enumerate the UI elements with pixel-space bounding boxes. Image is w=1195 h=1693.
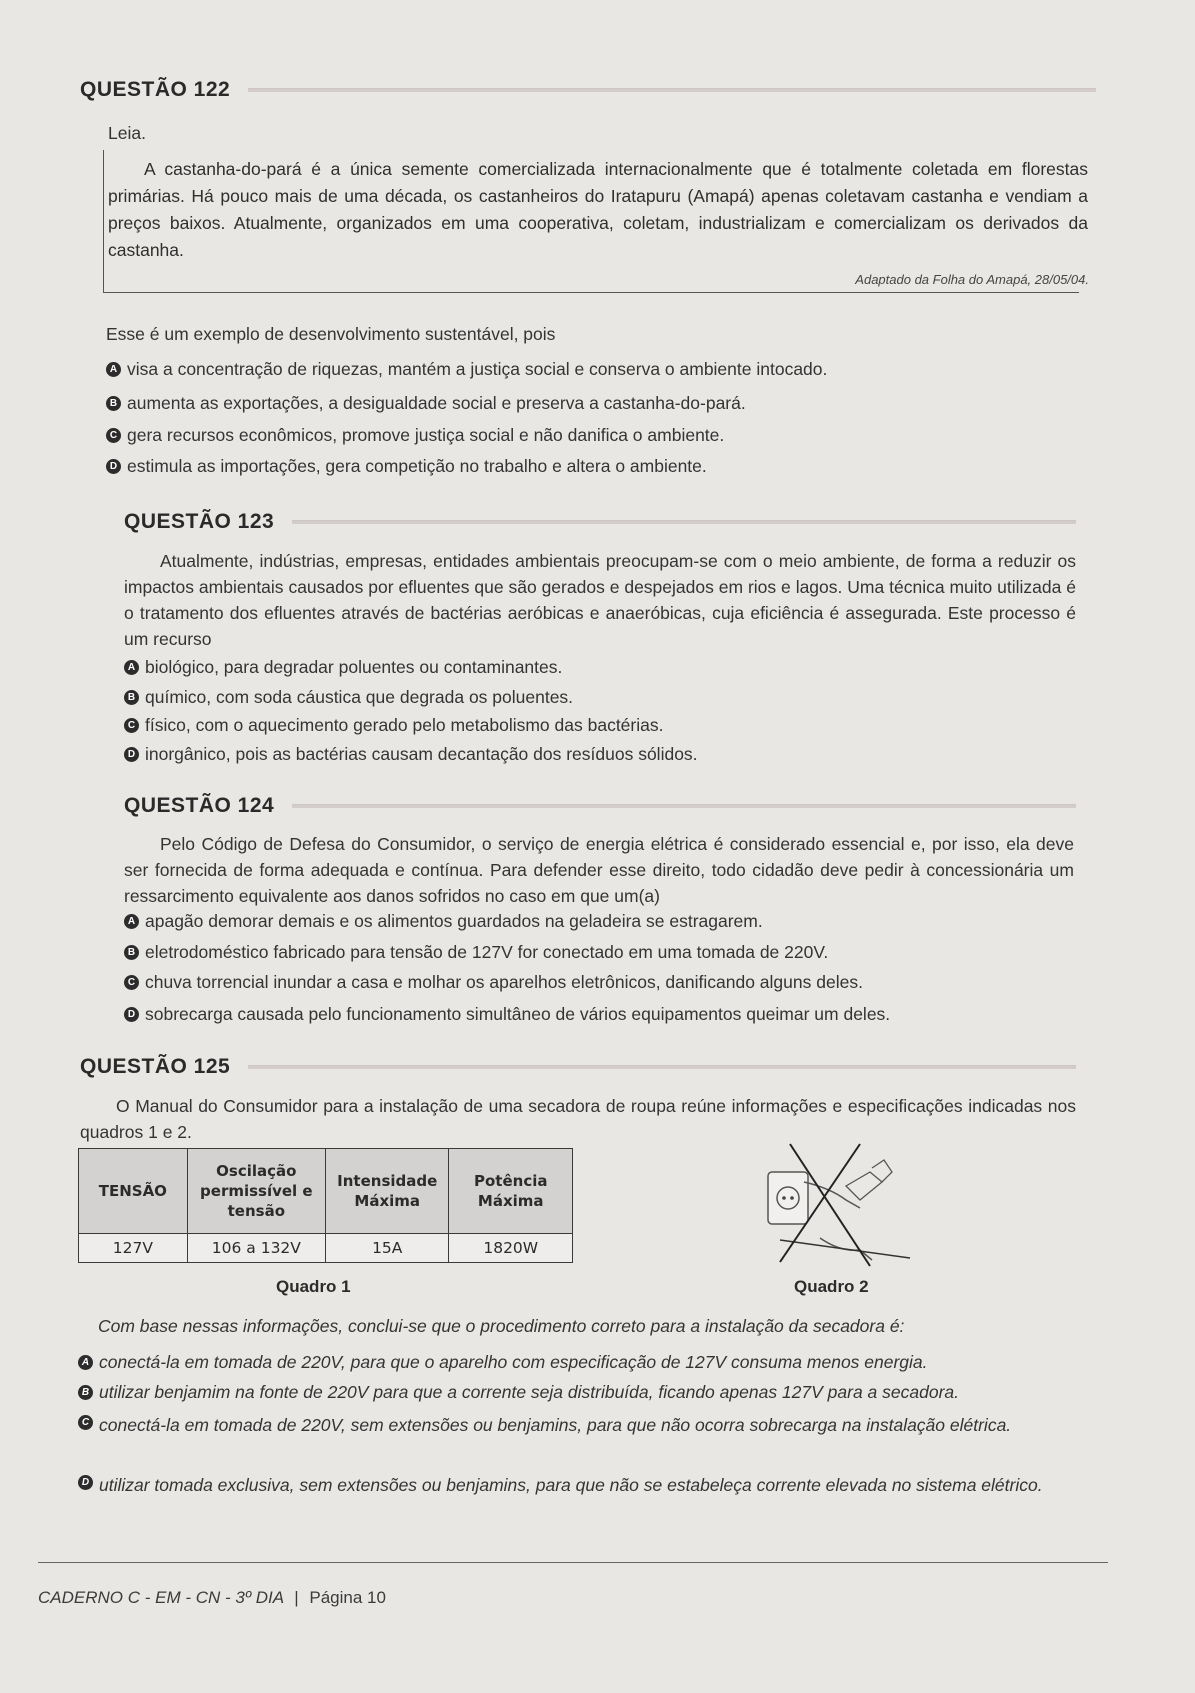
- option-letter-icon: B: [106, 396, 121, 411]
- table-cell: 15A: [325, 1234, 449, 1263]
- header-rule: [248, 88, 1096, 92]
- q122-option-b[interactable]: [106, 391, 1086, 415]
- table-header-cell: Intensidade Máxima: [325, 1149, 449, 1234]
- quote-source: Adaptado da Folha do Amapá, 28/05/04.: [855, 272, 1089, 287]
- question-122-header: [80, 78, 1096, 102]
- header-rule: [292, 804, 1076, 808]
- option-text: apagão demorar demais e os alimentos guardados na geladeira se estragarem.: [145, 911, 763, 931]
- option-letter-icon: D: [106, 459, 121, 474]
- plug-icon: [846, 1172, 882, 1200]
- option-text: visa a concentração de riquezas, mantém a justiça social e conserva o ambiente intocado.: [127, 359, 828, 379]
- q123-option-d[interactable]: [124, 742, 1074, 766]
- option-letter-icon: A: [124, 660, 139, 675]
- option-text: gera recursos econômicos, promove justiça social e não danifica o ambiente.: [127, 425, 725, 445]
- option-letter-icon: C: [124, 975, 139, 990]
- question-122-title: QUESTÃO 122: [80, 78, 231, 101]
- option-text: físico, com o aquecimento gerado pelo metabolismo das bactérias.: [145, 715, 664, 735]
- option-text: utilizar benjamim na fonte de 220V para que a corrente seja distribuída, ficando apenas 127V para a secadora.: [99, 1382, 959, 1402]
- option-letter-icon: B: [124, 945, 139, 960]
- option-letter-icon: D: [78, 1475, 93, 1490]
- option-letter-icon: C: [124, 718, 139, 733]
- option-letter-icon: C: [78, 1415, 93, 1430]
- footer-caderno: CADERNO C - EM - CN - 3º DIA: [38, 1588, 284, 1607]
- q125-option-b[interactable]: [78, 1380, 1098, 1404]
- q125-option-d[interactable]: [78, 1470, 1098, 1500]
- quadro-2-caption: Quadro 2: [794, 1277, 869, 1296]
- q122-option-a[interactable]: [106, 357, 1086, 381]
- table-cell: 127V: [79, 1234, 188, 1263]
- page-footer: [38, 1588, 386, 1608]
- q124-option-c[interactable]: [124, 970, 1074, 994]
- option-text: conectá-la em tomada de 220V, sem extensões ou benjamins, para que não ocorra sobrecarga na instalação elétrica.: [99, 1415, 1012, 1435]
- q123-option-a[interactable]: [124, 655, 1074, 679]
- header-rule: [248, 1065, 1076, 1069]
- question-125-title: QUESTÃO 125: [80, 1055, 231, 1078]
- quote-box: [103, 150, 1089, 293]
- option-letter-icon: B: [78, 1385, 93, 1400]
- table-header-cell: Potência Máxima: [449, 1149, 573, 1234]
- option-text: sobrecarga causada pelo funcionamento simultâneo de vários equipamentos queimar um deles.: [145, 1004, 891, 1024]
- question-124-header: [124, 794, 1076, 818]
- option-text: químico, com soda cáustica que degrada os poluentes.: [145, 687, 574, 707]
- quote-text: A castanha-do-pará é a única semente comercializada internacionalmente que é totalmente coletada em florestas primárias. Há pouco mais de uma década, os castanheiros do Iratapuru (Amapá) apenas coletavam castanha e vendiam a preços baixos. Atualmente, organizados em uma cooperativa, coletam, industrializam e comercializam os derivados da castanha.: [108, 159, 1088, 260]
- option-text: eletrodoméstico fabricado para tensão de 127V for conectado em uma tomada de 220V.: [145, 942, 829, 962]
- question-125-header: [80, 1055, 1076, 1079]
- footer-separator: |: [294, 1588, 299, 1607]
- table-cell: 106 a 132V: [187, 1234, 325, 1263]
- quadro-1-table: [78, 1148, 573, 1263]
- outlet-warning-illustration: [760, 1142, 920, 1272]
- table-row: [79, 1234, 573, 1263]
- option-letter-icon: C: [106, 428, 121, 443]
- footer-rule: [38, 1562, 1108, 1563]
- option-text: inorgânico, pois as bactérias causam decantação dos resíduos sólidos.: [145, 744, 698, 764]
- q123-option-b[interactable]: [124, 685, 1074, 709]
- question-123-stem: Atualmente, indústrias, empresas, entidades ambientais preocupam-se com o meio ambiente, de forma a reduzir os impactos ambientais causados por efluentes que são gerados e despejados em rios e lagos. Uma técnica muito utilizada é o tratamento dos efluentes através de bactérias aeróbicas e anaeróbicas, cuja eficiência é assegurada. Este processo é um recurso: [124, 551, 1076, 649]
- table-header-row: [79, 1149, 573, 1234]
- option-letter-icon: D: [124, 747, 139, 762]
- question-122-stem: Esse é um exemplo de desenvolvimento sustentável, pois: [106, 324, 556, 344]
- quadro-1-caption: Quadro 1: [276, 1277, 351, 1296]
- option-letter-icon: A: [106, 362, 121, 377]
- q125-option-c[interactable]: [78, 1410, 1098, 1440]
- question-125-prompt: Com base nessas informações, conclui-se que o procedimento correto para a instalação da secadora é:: [98, 1316, 905, 1336]
- question-124-stem: Pelo Código de Defesa do Consumidor, o serviço de energia elétrica é considerado essencial e, por isso, ela deve ser fornecida de forma adequada e contínua. Para defender esse direito, todo cidadão deve pedir à concessionária um ressarcimento equivalente aos danos sofridos no caso em que um(a): [124, 834, 1074, 906]
- table-header-cell: TENSÃO: [79, 1149, 188, 1234]
- option-letter-icon: A: [124, 914, 139, 929]
- q122-option-c[interactable]: [106, 423, 1086, 447]
- q124-option-a[interactable]: [124, 909, 1074, 933]
- question-122-lead: Leia.: [108, 123, 146, 143]
- q125-option-a[interactable]: [78, 1350, 1098, 1374]
- header-rule: [292, 520, 1076, 524]
- table-cell: 1820W: [449, 1234, 573, 1263]
- cross-line-icon: [780, 1240, 910, 1258]
- q124-option-b[interactable]: [124, 940, 1074, 964]
- option-letter-icon: B: [124, 690, 139, 705]
- option-text: conectá-la em tomada de 220V, para que o aparelho com especificação de 127V consuma menos energia.: [99, 1352, 928, 1372]
- question-123-title: QUESTÃO 123: [124, 510, 275, 533]
- option-letter-icon: D: [124, 1007, 139, 1022]
- outlet-plate-icon: [768, 1172, 808, 1224]
- option-text: chuva torrencial inundar a casa e molhar os aparelhos eletrônicos, danificando alguns deles.: [145, 972, 863, 992]
- q122-option-d[interactable]: [106, 454, 1086, 478]
- question-124-title: QUESTÃO 124: [124, 794, 275, 817]
- option-text: estimula as importações, gera competição no trabalho e altera o ambiente.: [127, 456, 707, 476]
- option-letter-icon: A: [78, 1355, 93, 1370]
- option-text: utilizar tomada exclusiva, sem extensões ou benjamins, para que não se estabeleça corrente elevada no sistema elétrico.: [99, 1475, 1043, 1495]
- question-125-stem: O Manual do Consumidor para a instalação de uma secadora de roupa reúne informações e especificações indicadas nos quadros 1 e 2.: [80, 1096, 1076, 1142]
- option-text: aumenta as exportações, a desigualdade social e preserva a castanha-do-pará.: [127, 393, 746, 413]
- q124-option-d[interactable]: [124, 1002, 1074, 1026]
- option-text: biológico, para degradar poluentes ou contaminantes.: [145, 657, 563, 677]
- footer-page-number: Página 10: [309, 1588, 386, 1607]
- table-header-cell: Oscilação permissível e tensão: [187, 1149, 325, 1234]
- question-123-header: [124, 510, 1076, 534]
- q123-option-c[interactable]: [124, 713, 1074, 737]
